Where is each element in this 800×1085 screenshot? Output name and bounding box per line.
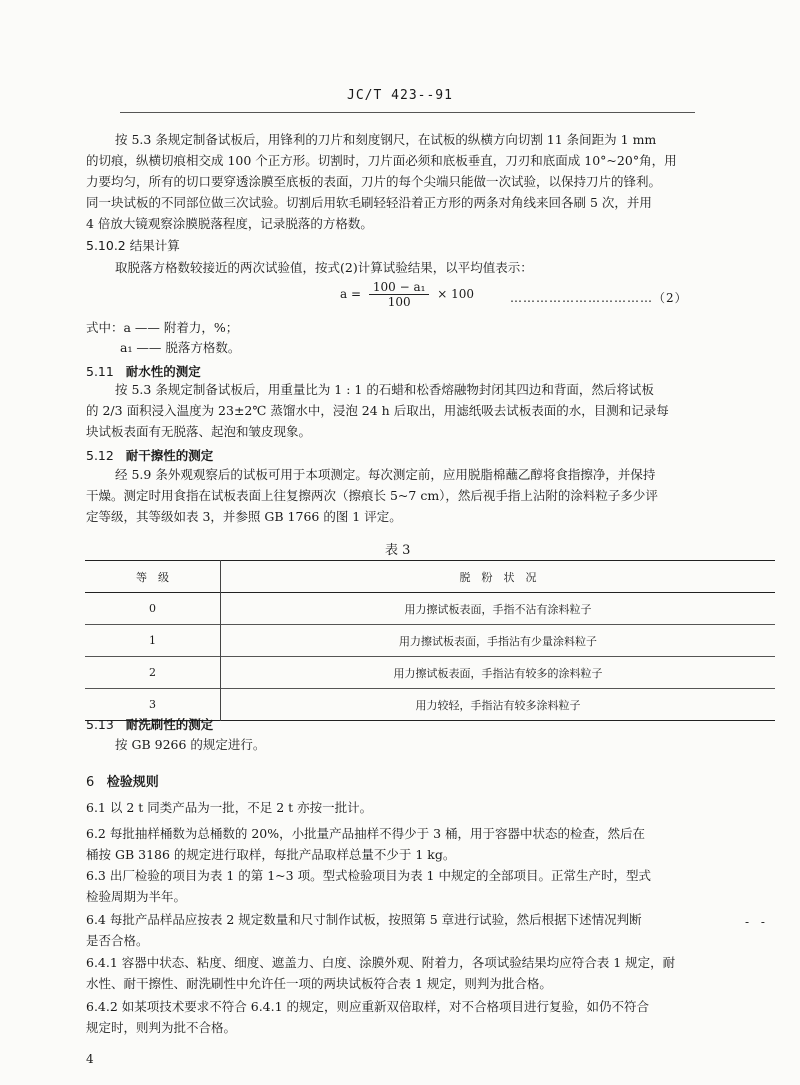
body-line: 的 2/3 面积浸入温度为 23±2℃ 蒸馏水中，浸泡 24 h 后取出，用滤纸吸去试板表面的水，目测和记录每 bbox=[86, 403, 669, 418]
intro-line: 按 5.3 条规定制备试板后，用锋利的刀片和刻度钢尺，在试板的纵横方向切割 11 条间距为 1 mm bbox=[115, 132, 657, 147]
clause-6-3-line: 6.3 出厂检验的项目为表 1 的第 1~3 项。型式检验项目为表 1 中规定的全部项目。正常生产时，型式 bbox=[86, 868, 651, 883]
section-heading-5-10-2: 5.10.2 结果计算 bbox=[86, 238, 180, 253]
clause-6-4-2-line: 6.4.2 如某项技术要求不符合 6.4.1 的规定，则应重新双倍取样，对不合格项目进行复验，如仍不符合 bbox=[86, 999, 650, 1014]
chapter-number: 6 bbox=[86, 775, 95, 790]
condition-cell: 用力擦试板表面，手指沾有较多的涂料粒子 bbox=[393, 666, 603, 680]
table-row bbox=[85, 657, 775, 689]
clause-6-4-1-line: 水性、耐干擦性、耐洗刷性中允许任一项的两块试板符合表 1 规定，则判为批合格。 bbox=[86, 976, 552, 991]
chapter-heading-6 bbox=[86, 771, 159, 790]
table-header-row bbox=[85, 561, 775, 593]
page-number: 4 bbox=[86, 1052, 94, 1066]
where-line: 式中：a —— 附着力，%； bbox=[86, 320, 239, 335]
chapter-title: 检验规则 bbox=[106, 775, 159, 790]
clause-6-2-line: 6.2 每批抽样桶数为总桶数的 20%，小批量产品抽样不得少于 3 桶，用于容器中状态的检查，然后在 bbox=[86, 826, 646, 841]
clause-6-4-1-line: 6.4.1 容器中状态、粘度、细度、遮盖力、白度、涂膜外观、附着力，各项试验结果均应符合表 1 规定，耐 bbox=[86, 955, 676, 970]
intro-line: 4 倍放大镜观察涂膜脱落程度，记录脱落的方格数。 bbox=[86, 216, 373, 231]
intro-line: 力要均匀，所有的切口要穿透涂膜至底板的表面，刀片的每个尖端只能做一次试验，以保持刀片的锋利。 bbox=[86, 174, 662, 189]
section-title: 耐水性的测定 bbox=[125, 364, 201, 379]
table-row bbox=[85, 593, 775, 625]
clause-6-2-line: 桶按 GB 3186 的规定进行取样，每批产品取样总量不少于 1 kg。 bbox=[86, 847, 456, 862]
column-header-condition: 脱 粉 状 况 bbox=[459, 570, 537, 584]
clause-6-4-line: 6.4 每批产品样品应按表 2 规定数量和尺寸制作试板，按照第 5 章进行试验，然后根据下述情况判断 bbox=[86, 912, 642, 927]
section-heading-5-13 bbox=[86, 715, 213, 733]
section-number: 5.13 bbox=[86, 717, 114, 732]
formula-numerator: 100 − a₁ bbox=[369, 280, 430, 295]
body-line: 按 5.3 条规定制备试板后，用重量比为 1 : 1 的石蜡和松香熔融物封闭其四边和背面，然后将试板 bbox=[115, 382, 654, 397]
grade-cell: 0 bbox=[85, 593, 221, 625]
section-number: 5.11 bbox=[86, 364, 114, 379]
grade-cell: 2 bbox=[85, 657, 221, 689]
intro-line: 的切痕，纵横切痕相交成 100 个正方形。切割时，刀片面必须和底板垂直，刀刃和底面成 10°~20°角，用 bbox=[86, 153, 677, 168]
body-line: 经 5.9 条外观观察后的试板可用于本项测定。每次测定前，应用脱脂棉蘸乙醇将食指擦净，并保持 bbox=[115, 467, 656, 482]
section-heading-5-12 bbox=[86, 446, 213, 464]
column-header-grade: 等 级 bbox=[85, 561, 221, 593]
header-rule bbox=[120, 112, 695, 113]
formula-rhs: × 100 bbox=[437, 287, 475, 301]
grade-cell: 3 bbox=[85, 689, 221, 721]
section-heading-5-11 bbox=[86, 362, 201, 380]
table-caption: 表 3 bbox=[385, 543, 411, 558]
section-title: 耐洗刷性的测定 bbox=[125, 717, 214, 732]
where-line: a₁ —— 脱落方格数。 bbox=[120, 340, 241, 355]
condition-cell: 用力擦试板表面，手指沾有少量涂料粒子 bbox=[399, 634, 597, 648]
formula-2 bbox=[340, 280, 474, 309]
formula-fraction bbox=[369, 280, 430, 309]
clause-6-3-line: 检验周期为半年。 bbox=[86, 889, 187, 904]
body-line: 块试板表面有无脱落、起泡和皱皮现象。 bbox=[86, 424, 312, 439]
standard-header: JC/T 423--91 bbox=[347, 88, 453, 103]
grade-cell: 1 bbox=[85, 625, 221, 657]
clause-6-4-2-line: 规定时，则判为批不合格。 bbox=[86, 1020, 237, 1035]
clause-6-1: 6.1 以 2 t 同类产品为一批，不足 2 t 亦按一批计。 bbox=[86, 800, 373, 815]
table-row bbox=[85, 625, 775, 657]
margin-mark: - - bbox=[745, 915, 769, 929]
clause-6-4-line: 是否合格。 bbox=[86, 933, 149, 948]
section-title: 耐干擦性的测定 bbox=[125, 448, 214, 463]
section-number: 5.12 bbox=[86, 448, 114, 463]
table-3 bbox=[85, 560, 775, 721]
condition-cell: 用力擦试板表面，手指不沾有涂料粒子 bbox=[404, 602, 592, 616]
condition-cell: 用力较轻，手指沾有较多涂料粒子 bbox=[415, 698, 581, 712]
body-line: 取脱落方格数较接近的两次试验值，按式(2)计算试验结果，以平均值表示： bbox=[115, 260, 533, 275]
intro-line: 同一块试板的不同部位做三次试验。切割后用软毛刷轻轻沿着正方形的两条对角线来回各刷 5 次，并用 bbox=[86, 195, 652, 210]
body-line: 定等级，其等级如表 3，并参照 GB 1766 的图 1 评定。 bbox=[86, 509, 402, 524]
body-line: 按 GB 9266 的规定进行。 bbox=[115, 737, 266, 752]
body-line: 干燥。测定时用食指在试板表面上往复擦两次（擦痕长 5~7 cm），然后视手指上沾附的涂料粒子多少评 bbox=[86, 488, 658, 503]
formula-lhs: a = bbox=[340, 287, 362, 301]
equation-number: ……………………………（2） bbox=[510, 291, 688, 305]
formula-denominator: 100 bbox=[387, 295, 411, 309]
